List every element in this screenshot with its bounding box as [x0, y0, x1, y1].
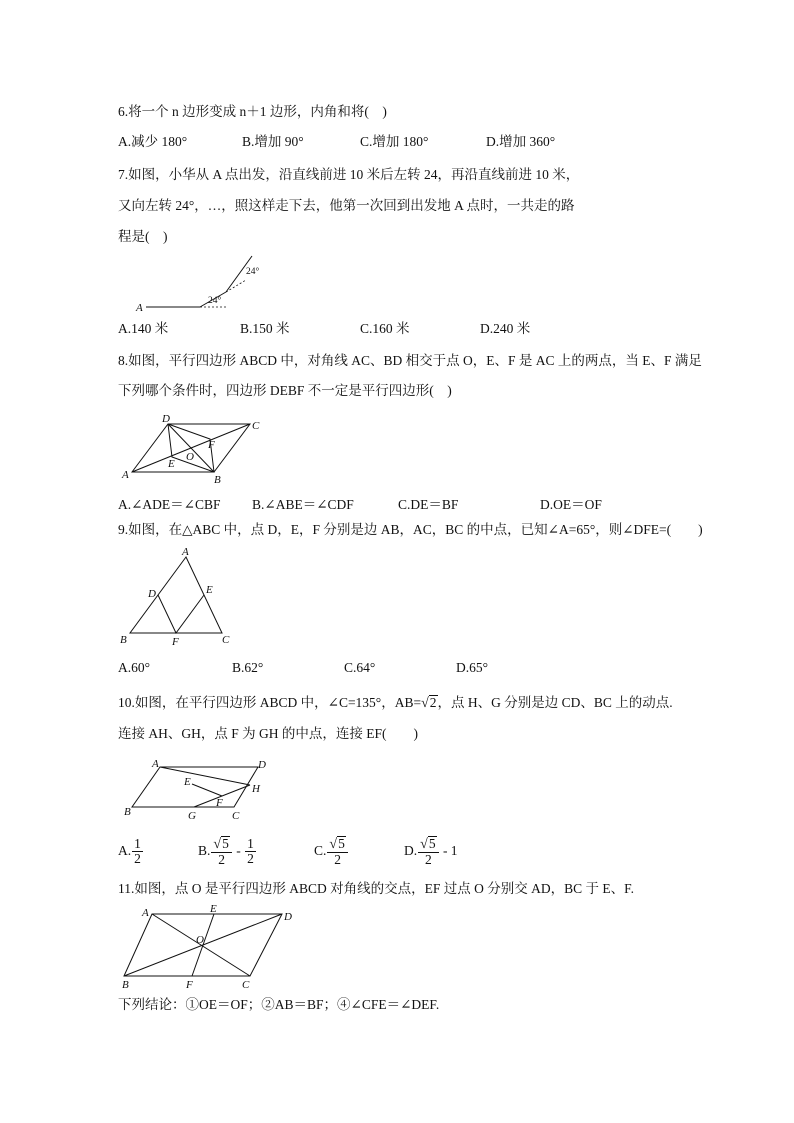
- q10-option-a-prefix: A.: [118, 843, 132, 858]
- q7-angle-label-1: 24°: [208, 296, 222, 306]
- q10-parallelogram: [132, 767, 258, 807]
- q9-label-e: E: [206, 584, 213, 596]
- q10-option-d-fraction: [418, 836, 438, 867]
- q10-label-a: A: [152, 758, 159, 770]
- q7-label-a: A: [136, 302, 143, 314]
- q6-option-b: B.增加 90°: [242, 134, 304, 149]
- q7-stem-line1: 7.如图，小华从 A 点出发，沿直线前进 10 米后左转 24，再沿直线前进 10 米，: [118, 167, 580, 182]
- q7-figure: [130, 250, 270, 314]
- q10-stem-line1: [118, 694, 673, 713]
- fraction-denominator: 2: [134, 851, 141, 867]
- q8-label-d: D: [162, 413, 170, 425]
- q6-option-a: A.减少 180°: [118, 134, 188, 149]
- q10-label-g: G: [188, 810, 196, 822]
- q7-stem-line2: 又向左转 24°，…，照这样走下去，他第一次回到出发地 A 点时，一共走的路: [118, 198, 575, 213]
- q7-angle-label-2: 24°: [246, 267, 260, 277]
- q10-option-b-prefix: B.: [198, 843, 211, 858]
- q8-figure: [118, 412, 266, 486]
- fraction-denominator: 2: [424, 852, 432, 868]
- q11-figure: [118, 900, 294, 992]
- q11-label-o: O: [196, 934, 204, 946]
- fraction-denominator: 2: [334, 852, 341, 868]
- q11-label-e: E: [210, 903, 217, 915]
- q9-label-f: F: [172, 636, 179, 648]
- q7-option-a: A.140 米: [118, 321, 169, 336]
- q9-option-a: A.60°: [118, 660, 151, 675]
- q9-option-d: D.65°: [456, 660, 489, 675]
- radicand: 5: [338, 836, 345, 852]
- q10-option-b: [198, 833, 257, 869]
- fraction-numerator: [211, 836, 231, 853]
- q8-label-b: B: [214, 474, 221, 486]
- q8-label-c: C: [252, 420, 260, 432]
- q10-option-d: [404, 833, 458, 869]
- fraction-numerator: [418, 836, 438, 853]
- q8-label-a: A: [122, 469, 129, 481]
- q6-stem: 6.将一个 n 边形变成 n＋1 边形，内角和将( ): [118, 104, 387, 119]
- q10-radicand: 2: [429, 695, 437, 710]
- minus-sign: -: [232, 843, 245, 858]
- q7-option-b: B.150 米: [240, 321, 290, 336]
- q10-segment-ah: [160, 767, 250, 785]
- q8-label-f: F: [208, 439, 215, 451]
- q9-option-c: C.64°: [344, 660, 376, 675]
- q10-option-b-fraction-1: [211, 836, 231, 867]
- q7-option-d: D.240 米: [480, 321, 531, 336]
- q10-stem-suffix: ，点 H、G 分别是边 CD、BC 上的动点.: [437, 695, 673, 710]
- q8-label-o: O: [186, 451, 194, 463]
- q11-label-f: F: [186, 979, 193, 991]
- q10-option-d-prefix: D.: [404, 843, 418, 858]
- q10-option-c: [314, 833, 349, 869]
- q9-midpoint-lines: [158, 595, 204, 633]
- q11-label-a: A: [142, 907, 149, 919]
- q7-option-c: C.160 米: [360, 321, 410, 336]
- q9-stem: 9.如图，在△ABC 中，点 D，E，F 分别是边 AB，AC，BC 的中点，已知∠A=65°，则∠DFE=( ): [118, 522, 703, 537]
- q9-label-a: A: [182, 546, 189, 558]
- q8-stem-line2: 下列哪个条件时，四边形 DEBF 不一定是平行四边形( ): [118, 383, 452, 398]
- sqrt-icon: √: [421, 696, 429, 711]
- radicand: 5: [222, 836, 229, 852]
- q11-label-c: C: [242, 979, 250, 991]
- fraction-denominator: 2: [218, 852, 225, 868]
- q10-label-e: E: [184, 776, 191, 788]
- fraction-numerator: 1: [247, 836, 254, 852]
- q8-option-a: A.∠ADE＝∠CBF: [118, 497, 221, 512]
- q10-option-a-fraction: [132, 837, 143, 866]
- q8-option-b: B.∠ABE＝∠CDF: [252, 497, 354, 512]
- q10-option-b-fraction-2: [245, 837, 256, 866]
- q7-stem-line3: 程是( ): [118, 229, 168, 244]
- q6-option-d: D.增加 360°: [486, 134, 556, 149]
- q10-label-h: H: [252, 783, 260, 795]
- q10-figure: [118, 757, 278, 823]
- q11-conclusion: 下列结论：①OE＝OF；②AB＝BF；④∠CFE＝∠DEF.: [118, 997, 440, 1012]
- q8-option-c: C.DE＝BF: [398, 497, 459, 512]
- q10-label-c: C: [232, 810, 240, 822]
- q10-option-c-fraction: [327, 836, 347, 867]
- q10-label-d: D: [258, 759, 266, 771]
- radicand: 5: [428, 836, 436, 852]
- q10-segment-ef: [192, 784, 222, 796]
- q11-label-b: B: [122, 979, 129, 991]
- sqrt-icon: √: [213, 837, 222, 853]
- sqrt-icon: √: [420, 837, 428, 853]
- q9-option-b: B.62°: [232, 660, 264, 675]
- q9-figure: [114, 545, 244, 650]
- q10-label-b: B: [124, 806, 131, 818]
- q10-option-a: [118, 833, 144, 869]
- q10-label-f: F: [216, 797, 223, 809]
- q8-stem-line1: 8.如图，平行四边形 ABCD 中，对角线 AC、BD 相交于点 O，E、F 是 AC 上的两点，当 E、F 满足: [118, 353, 702, 368]
- fraction-numerator: 1: [134, 836, 141, 852]
- fraction-numerator: [327, 836, 347, 853]
- q11-label-d: D: [284, 911, 292, 923]
- q10-stem-prefix: 10.如图，在平行四边形 ABCD 中，∠C=135°，AB=: [118, 695, 422, 710]
- q9-label-b: B: [120, 634, 127, 646]
- q8-option-d: D.OE＝OF: [540, 497, 602, 512]
- q8-label-e: E: [168, 458, 175, 470]
- q9-label-d: D: [148, 588, 156, 600]
- q10-stem-line2: 连接 AH、GH，点 F 为 GH 的中点，连接 EF( ): [118, 726, 418, 741]
- q7-extension-2: [226, 280, 246, 292]
- fraction-denominator: 2: [247, 851, 254, 867]
- q10-option-c-prefix: C.: [314, 843, 327, 858]
- q6-option-c: C.增加 180°: [360, 134, 429, 149]
- q9-label-c: C: [222, 634, 230, 646]
- q11-stem: 11.如图，点 O 是平行四边形 ABCD 对角线的交点，EF 过点 O 分别交 AD，BC 于 E、F.: [118, 881, 634, 896]
- q10-option-d-tail: - 1: [439, 843, 458, 858]
- sqrt-icon: √: [329, 837, 338, 853]
